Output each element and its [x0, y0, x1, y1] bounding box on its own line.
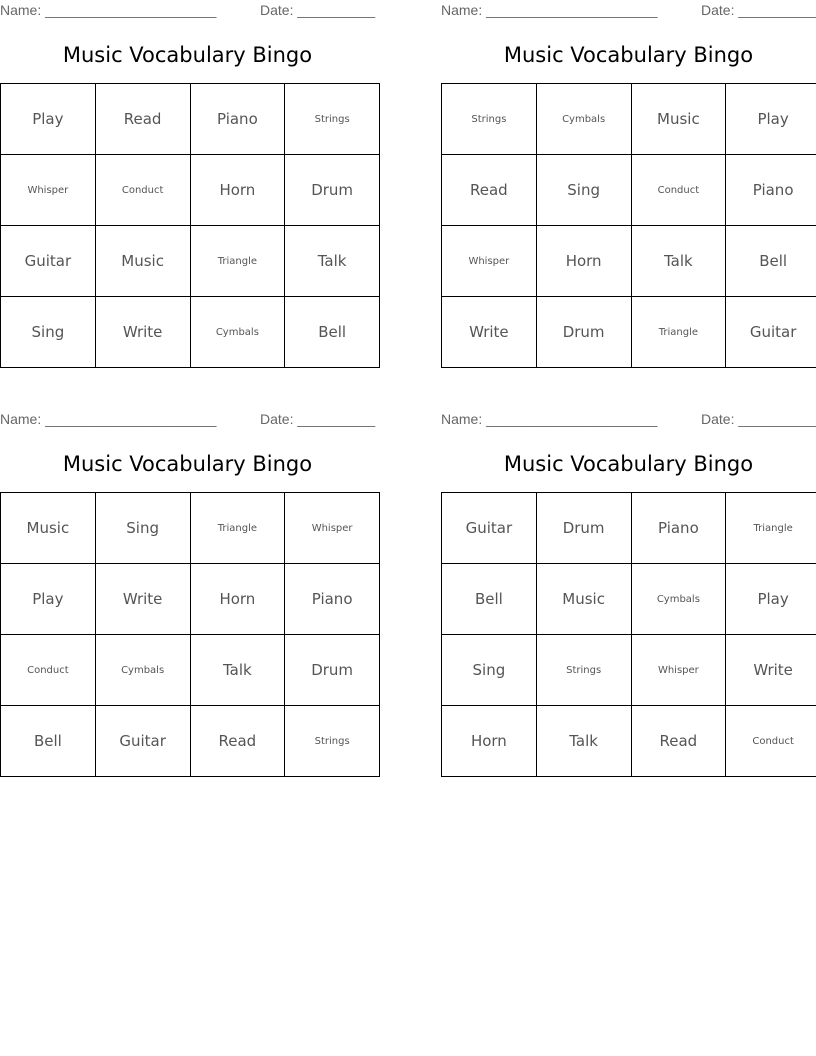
bingo-cell: Bell [726, 226, 816, 297]
bingo-cell: Sing [1, 297, 96, 368]
bingo-cell: Cymbals [631, 564, 726, 635]
bingo-grid [441, 492, 816, 777]
bingo-cell: Cymbals [95, 635, 190, 706]
bingo-cell: Play [726, 564, 816, 635]
bingo-cell: Read [631, 706, 726, 777]
bingo-cell: Write [95, 297, 190, 368]
card-title: Music Vocabulary Bingo [62, 452, 313, 476]
bingo-cell: Drum [536, 493, 631, 564]
bingo-cell: Sing [442, 635, 537, 706]
bingo-cell: Play [1, 564, 96, 635]
card-title: Music Vocabulary Bingo [503, 452, 754, 476]
grid-row [442, 635, 816, 706]
bingo-cell: Triangle [631, 297, 726, 368]
bingo-cell: Whisper [442, 226, 537, 297]
bingo-cell: Piano [190, 84, 285, 155]
bingo-cell: Piano [285, 564, 380, 635]
bingo-cell: Guitar [95, 706, 190, 777]
date-field: Date: __________ [260, 411, 376, 427]
bingo-cell: Conduct [631, 155, 726, 226]
grid-row [442, 226, 816, 297]
bingo-cell: Music [1, 493, 96, 564]
grid-row [1, 564, 380, 635]
bingo-cell: Talk [190, 635, 285, 706]
bingo-cell: Music [536, 564, 631, 635]
name-field: Name: ______________________ [441, 411, 658, 427]
bingo-cell: Whisper [631, 635, 726, 706]
bingo-cell: Write [726, 635, 816, 706]
bingo-cell: Bell [285, 297, 380, 368]
grid-row [442, 564, 816, 635]
bingo-cell: Talk [285, 226, 380, 297]
bingo-grid [441, 83, 816, 368]
bingo-cell: Cymbals [190, 297, 285, 368]
grid-row [1, 297, 380, 368]
bingo-cell: Sing [95, 493, 190, 564]
name-field: Name: ______________________ [0, 2, 217, 18]
bingo-cell: Triangle [190, 493, 285, 564]
bingo-cell: Drum [285, 635, 380, 706]
grid-row [442, 84, 816, 155]
bingo-cell: Drum [285, 155, 380, 226]
bingo-cell: Conduct [726, 706, 816, 777]
bingo-cell: Horn [190, 564, 285, 635]
bingo-cell: Music [95, 226, 190, 297]
bingo-cell: Whisper [285, 493, 380, 564]
bingo-cell: Music [631, 84, 726, 155]
bingo-cell: Sing [536, 155, 631, 226]
bingo-cell: Horn [442, 706, 537, 777]
date-field: Date: __________ [260, 2, 376, 18]
bingo-cell: Write [442, 297, 537, 368]
card-title: Music Vocabulary Bingo [62, 43, 313, 67]
grid-row [442, 493, 816, 564]
bingo-cell: Bell [442, 564, 537, 635]
bingo-cell: Strings [536, 635, 631, 706]
card-title: Music Vocabulary Bingo [503, 43, 754, 67]
bingo-cell: Piano [631, 493, 726, 564]
bingo-cell: Cymbals [536, 84, 631, 155]
bingo-cell: Bell [1, 706, 96, 777]
bingo-cell: Horn [190, 155, 285, 226]
bingo-cell: Strings [442, 84, 537, 155]
bingo-cell: Read [442, 155, 537, 226]
bingo-cell: Guitar [726, 297, 816, 368]
bingo-cell: Strings [285, 706, 380, 777]
grid-row [1, 706, 380, 777]
bingo-cell: Guitar [1, 226, 96, 297]
bingo-cell: Conduct [95, 155, 190, 226]
grid-row [1, 493, 380, 564]
bingo-cell: Guitar [442, 493, 537, 564]
bingo-cell: Conduct [1, 635, 96, 706]
bingo-cell: Write [95, 564, 190, 635]
bingo-cell: Triangle [726, 493, 816, 564]
bingo-cell: Triangle [190, 226, 285, 297]
grid-row [1, 635, 380, 706]
bingo-cell: Whisper [1, 155, 96, 226]
grid-row [442, 706, 816, 777]
bingo-cell: Talk [631, 226, 726, 297]
bingo-cell: Piano [726, 155, 816, 226]
bingo-cell: Strings [285, 84, 380, 155]
grid-row [1, 84, 380, 155]
bingo-cell: Play [1, 84, 96, 155]
bingo-cell: Horn [536, 226, 631, 297]
name-field: Name: ______________________ [441, 2, 658, 18]
name-field: Name: ______________________ [0, 411, 217, 427]
bingo-cell: Drum [536, 297, 631, 368]
bingo-cell: Read [95, 84, 190, 155]
bingo-grid [0, 492, 380, 777]
date-field: Date: __________ [701, 411, 816, 427]
bingo-cell: Play [726, 84, 816, 155]
grid-row [442, 155, 816, 226]
date-field: Date: __________ [701, 2, 816, 18]
bingo-cell: Read [190, 706, 285, 777]
grid-row [1, 226, 380, 297]
grid-row [1, 155, 380, 226]
grid-row [442, 297, 816, 368]
bingo-grid [0, 83, 380, 368]
bingo-cell: Talk [536, 706, 631, 777]
